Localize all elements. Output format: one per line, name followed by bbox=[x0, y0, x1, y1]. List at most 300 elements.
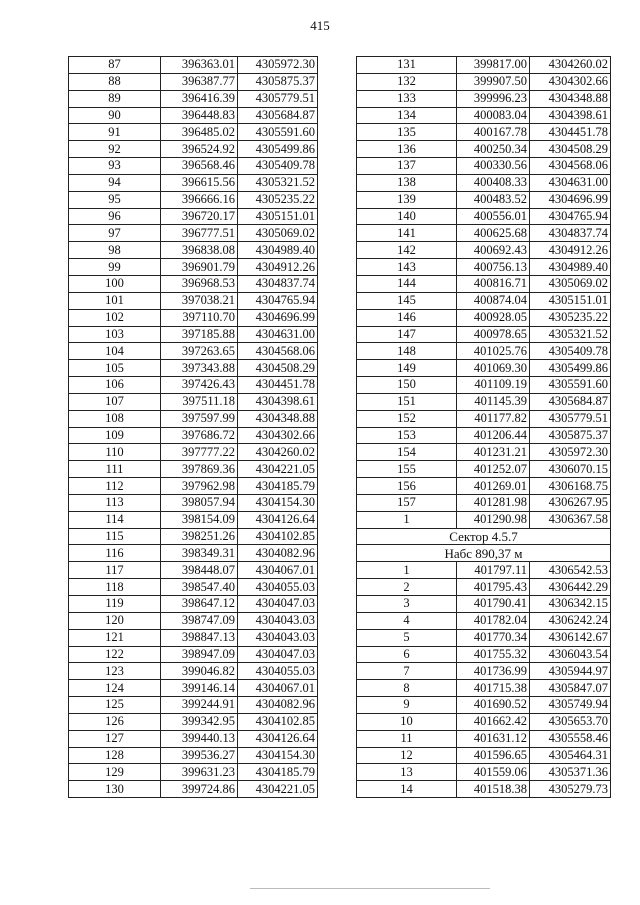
table-row bbox=[69, 191, 318, 208]
point-number: 107 bbox=[69, 393, 161, 410]
y-coordinate: 4304912.26 bbox=[238, 259, 318, 276]
y-coordinate: 4304047.03 bbox=[238, 596, 318, 613]
table-row bbox=[69, 410, 318, 427]
point-number: 113 bbox=[69, 494, 161, 511]
x-coordinate: 401715.38 bbox=[457, 680, 530, 697]
x-coordinate: 401290.98 bbox=[457, 511, 530, 528]
y-coordinate: 4305069.02 bbox=[530, 275, 611, 292]
x-coordinate: 400928.05 bbox=[457, 309, 530, 326]
table-row bbox=[357, 191, 611, 208]
y-coordinate: 4305409.78 bbox=[530, 343, 611, 360]
point-number: 146 bbox=[357, 309, 457, 326]
table-row bbox=[69, 646, 318, 663]
x-coordinate: 399907.50 bbox=[457, 73, 530, 90]
point-number: 92 bbox=[69, 141, 161, 158]
point-number: 112 bbox=[69, 478, 161, 495]
table-row bbox=[69, 73, 318, 90]
point-number: 126 bbox=[69, 713, 161, 730]
table-row bbox=[357, 730, 611, 747]
y-coordinate: 4304154.30 bbox=[238, 494, 318, 511]
table-row bbox=[357, 309, 611, 326]
bottom-divider bbox=[250, 888, 490, 889]
y-coordinate: 4304508.29 bbox=[530, 141, 611, 158]
y-coordinate: 4305972.30 bbox=[238, 57, 318, 74]
y-coordinate: 4304126.64 bbox=[238, 730, 318, 747]
point-number: 5 bbox=[357, 629, 457, 646]
y-coordinate: 4304047.03 bbox=[238, 646, 318, 663]
point-number: 147 bbox=[357, 326, 457, 343]
point-number: 9 bbox=[357, 697, 457, 714]
x-coordinate: 401736.99 bbox=[457, 663, 530, 680]
x-coordinate: 396901.79 bbox=[161, 259, 238, 276]
table-row bbox=[357, 579, 611, 596]
table-row bbox=[69, 90, 318, 107]
point-number: 117 bbox=[69, 562, 161, 579]
x-coordinate: 401782.04 bbox=[457, 612, 530, 629]
point-number: 1 bbox=[357, 511, 457, 528]
point-number: 145 bbox=[357, 292, 457, 309]
table-row bbox=[357, 410, 611, 427]
section-subtitle-row bbox=[357, 545, 611, 562]
x-coordinate: 396615.56 bbox=[161, 174, 238, 191]
table-row bbox=[357, 562, 611, 579]
table-row bbox=[69, 747, 318, 764]
y-coordinate: 4306267.95 bbox=[530, 494, 611, 511]
point-number: 137 bbox=[357, 158, 457, 175]
x-coordinate: 399146.14 bbox=[161, 680, 238, 697]
x-coordinate: 398547.40 bbox=[161, 579, 238, 596]
point-number: 142 bbox=[357, 242, 457, 259]
x-coordinate: 400874.04 bbox=[457, 292, 530, 309]
table-row bbox=[69, 141, 318, 158]
y-coordinate: 4304126.64 bbox=[238, 511, 318, 528]
x-coordinate: 397962.98 bbox=[161, 478, 238, 495]
point-number: 144 bbox=[357, 275, 457, 292]
point-number: 100 bbox=[69, 275, 161, 292]
y-coordinate: 4305279.73 bbox=[530, 781, 611, 798]
point-number: 156 bbox=[357, 478, 457, 495]
section-title-row bbox=[357, 528, 611, 545]
point-number: 99 bbox=[69, 259, 161, 276]
x-coordinate: 396720.17 bbox=[161, 208, 238, 225]
point-number: 4 bbox=[357, 612, 457, 629]
table-row bbox=[357, 596, 611, 613]
table-row bbox=[69, 528, 318, 545]
table-row bbox=[69, 612, 318, 629]
table-row bbox=[69, 444, 318, 461]
y-coordinate: 4305409.78 bbox=[238, 158, 318, 175]
table-row bbox=[69, 107, 318, 124]
x-coordinate: 401281.98 bbox=[457, 494, 530, 511]
x-coordinate: 396524.92 bbox=[161, 141, 238, 158]
point-number: 149 bbox=[357, 360, 457, 377]
point-number: 153 bbox=[357, 427, 457, 444]
y-coordinate: 4304154.30 bbox=[238, 747, 318, 764]
table-row bbox=[69, 259, 318, 276]
y-coordinate: 4305749.94 bbox=[530, 697, 611, 714]
y-coordinate: 4304302.66 bbox=[530, 73, 611, 90]
table-row bbox=[69, 764, 318, 781]
y-coordinate: 4304260.02 bbox=[238, 444, 318, 461]
y-coordinate: 4304348.88 bbox=[530, 90, 611, 107]
x-coordinate: 399724.86 bbox=[161, 781, 238, 798]
y-coordinate: 4305684.87 bbox=[238, 107, 318, 124]
point-number: 114 bbox=[69, 511, 161, 528]
point-number: 3 bbox=[357, 596, 457, 613]
y-coordinate: 4304055.03 bbox=[238, 663, 318, 680]
point-number: 148 bbox=[357, 343, 457, 360]
x-coordinate: 397110.70 bbox=[161, 309, 238, 326]
table-row bbox=[357, 158, 611, 175]
x-coordinate: 399996.23 bbox=[457, 90, 530, 107]
table-row bbox=[69, 494, 318, 511]
x-coordinate: 398251.26 bbox=[161, 528, 238, 545]
table-row bbox=[357, 360, 611, 377]
x-coordinate: 400816.71 bbox=[457, 275, 530, 292]
y-coordinate: 4305972.30 bbox=[530, 444, 611, 461]
x-coordinate: 396568.46 bbox=[161, 158, 238, 175]
x-coordinate: 398349.31 bbox=[161, 545, 238, 562]
x-coordinate: 401797.11 bbox=[457, 562, 530, 579]
point-number: 12 bbox=[357, 747, 457, 764]
point-number: 143 bbox=[357, 259, 457, 276]
y-coordinate: 4304696.99 bbox=[530, 191, 611, 208]
point-number: 94 bbox=[69, 174, 161, 191]
page-number: 415 bbox=[310, 18, 330, 33]
table-row bbox=[69, 292, 318, 309]
x-coordinate: 401662.42 bbox=[457, 713, 530, 730]
y-coordinate: 4305235.22 bbox=[238, 191, 318, 208]
point-number: 93 bbox=[69, 158, 161, 175]
x-coordinate: 396448.83 bbox=[161, 107, 238, 124]
y-coordinate: 4305371.36 bbox=[530, 764, 611, 781]
x-coordinate: 397038.21 bbox=[161, 292, 238, 309]
table-row bbox=[357, 461, 611, 478]
y-coordinate: 4304696.99 bbox=[238, 309, 318, 326]
point-number: 125 bbox=[69, 697, 161, 714]
x-coordinate: 400625.68 bbox=[457, 225, 530, 242]
y-coordinate: 4305779.51 bbox=[238, 90, 318, 107]
table-row bbox=[357, 494, 611, 511]
y-coordinate: 4304055.03 bbox=[238, 579, 318, 596]
x-coordinate: 400250.34 bbox=[457, 141, 530, 158]
table-row bbox=[69, 427, 318, 444]
point-number: 105 bbox=[69, 360, 161, 377]
x-coordinate: 400167.78 bbox=[457, 124, 530, 141]
y-coordinate: 4305499.86 bbox=[238, 141, 318, 158]
point-number: 152 bbox=[357, 410, 457, 427]
x-coordinate: 399046.82 bbox=[161, 663, 238, 680]
table-row bbox=[357, 124, 611, 141]
table-row bbox=[357, 747, 611, 764]
x-coordinate: 396666.16 bbox=[161, 191, 238, 208]
x-coordinate: 401559.06 bbox=[457, 764, 530, 781]
point-number: 8 bbox=[357, 680, 457, 697]
point-number: 115 bbox=[69, 528, 161, 545]
y-coordinate: 4306043.54 bbox=[530, 646, 611, 663]
table-row bbox=[69, 208, 318, 225]
point-number: 121 bbox=[69, 629, 161, 646]
point-number: 13 bbox=[357, 764, 457, 781]
table-row bbox=[357, 663, 611, 680]
x-coordinate: 398647.12 bbox=[161, 596, 238, 613]
point-number: 109 bbox=[69, 427, 161, 444]
point-number: 157 bbox=[357, 494, 457, 511]
point-number: 130 bbox=[69, 781, 161, 798]
point-number: 88 bbox=[69, 73, 161, 90]
table-row bbox=[69, 393, 318, 410]
point-number: 14 bbox=[357, 781, 457, 798]
y-coordinate: 4304631.00 bbox=[238, 326, 318, 343]
table-row bbox=[357, 57, 611, 74]
point-number: 120 bbox=[69, 612, 161, 629]
point-number: 129 bbox=[69, 764, 161, 781]
x-coordinate: 400083.04 bbox=[457, 107, 530, 124]
point-number: 96 bbox=[69, 208, 161, 225]
y-coordinate: 4304302.66 bbox=[238, 427, 318, 444]
y-coordinate: 4304067.01 bbox=[238, 680, 318, 697]
point-number: 108 bbox=[69, 410, 161, 427]
y-coordinate: 4304989.40 bbox=[238, 242, 318, 259]
y-coordinate: 4306070.15 bbox=[530, 461, 611, 478]
point-number: 111 bbox=[69, 461, 161, 478]
x-coordinate: 398947.09 bbox=[161, 646, 238, 663]
y-coordinate: 4304989.40 bbox=[530, 259, 611, 276]
y-coordinate: 4304765.94 bbox=[530, 208, 611, 225]
y-coordinate: 4305591.60 bbox=[238, 124, 318, 141]
point-number: 102 bbox=[69, 309, 161, 326]
y-coordinate: 4305875.37 bbox=[530, 427, 611, 444]
x-coordinate: 399342.95 bbox=[161, 713, 238, 730]
table-row bbox=[357, 781, 611, 798]
x-coordinate: 401269.01 bbox=[457, 478, 530, 495]
table-row bbox=[69, 478, 318, 495]
x-coordinate: 400756.13 bbox=[457, 259, 530, 276]
table-row bbox=[357, 511, 611, 528]
y-coordinate: 4304348.88 bbox=[238, 410, 318, 427]
table-row bbox=[69, 663, 318, 680]
y-coordinate: 4304398.61 bbox=[530, 107, 611, 124]
table-row bbox=[357, 680, 611, 697]
x-coordinate: 401795.43 bbox=[457, 579, 530, 596]
x-coordinate: 400330.56 bbox=[457, 158, 530, 175]
x-coordinate: 398448.07 bbox=[161, 562, 238, 579]
x-coordinate: 397511.18 bbox=[161, 393, 238, 410]
y-coordinate: 4305875.37 bbox=[238, 73, 318, 90]
point-number: 139 bbox=[357, 191, 457, 208]
y-coordinate: 4306367.58 bbox=[530, 511, 611, 528]
point-number: 11 bbox=[357, 730, 457, 747]
x-coordinate: 396363.01 bbox=[161, 57, 238, 74]
y-coordinate: 4304912.26 bbox=[530, 242, 611, 259]
table-row bbox=[69, 124, 318, 141]
point-number: 132 bbox=[357, 73, 457, 90]
x-coordinate: 396968.53 bbox=[161, 275, 238, 292]
table-row bbox=[69, 360, 318, 377]
table-row bbox=[69, 174, 318, 191]
x-coordinate: 401755.32 bbox=[457, 646, 530, 663]
table-row bbox=[69, 579, 318, 596]
table-row bbox=[357, 208, 611, 225]
x-coordinate: 401145.39 bbox=[457, 393, 530, 410]
y-coordinate: 4304568.06 bbox=[238, 343, 318, 360]
y-coordinate: 4305151.01 bbox=[238, 208, 318, 225]
point-number: 136 bbox=[357, 141, 457, 158]
section-title: Сектор 4.5.7 bbox=[357, 528, 611, 545]
table-row bbox=[357, 141, 611, 158]
table-row bbox=[69, 225, 318, 242]
table-row bbox=[69, 275, 318, 292]
y-coordinate: 4304102.85 bbox=[238, 528, 318, 545]
table-row bbox=[69, 713, 318, 730]
y-coordinate: 4305779.51 bbox=[530, 410, 611, 427]
table-row bbox=[69, 781, 318, 798]
table-row bbox=[357, 713, 611, 730]
y-coordinate: 4304067.01 bbox=[238, 562, 318, 579]
table-row bbox=[69, 697, 318, 714]
x-coordinate: 401109.19 bbox=[457, 377, 530, 394]
point-number: 154 bbox=[357, 444, 457, 461]
point-number: 138 bbox=[357, 174, 457, 191]
y-coordinate: 4306542.53 bbox=[530, 562, 611, 579]
point-number: 127 bbox=[69, 730, 161, 747]
point-number: 151 bbox=[357, 393, 457, 410]
table-row bbox=[69, 158, 318, 175]
point-number: 90 bbox=[69, 107, 161, 124]
y-coordinate: 4306142.67 bbox=[530, 629, 611, 646]
x-coordinate: 398747.09 bbox=[161, 612, 238, 629]
x-coordinate: 397343.88 bbox=[161, 360, 238, 377]
y-coordinate: 4305847.07 bbox=[530, 680, 611, 697]
y-coordinate: 4304837.74 bbox=[238, 275, 318, 292]
x-coordinate: 400692.43 bbox=[457, 242, 530, 259]
y-coordinate: 4304043.03 bbox=[238, 629, 318, 646]
x-coordinate: 400483.52 bbox=[457, 191, 530, 208]
table-row bbox=[357, 73, 611, 90]
point-number: 122 bbox=[69, 646, 161, 663]
point-number: 7 bbox=[357, 663, 457, 680]
point-number: 10 bbox=[357, 713, 457, 730]
x-coordinate: 399631.23 bbox=[161, 764, 238, 781]
y-coordinate: 4306242.24 bbox=[530, 612, 611, 629]
x-coordinate: 396485.02 bbox=[161, 124, 238, 141]
point-number: 131 bbox=[357, 57, 457, 74]
table-row bbox=[69, 629, 318, 646]
table-row bbox=[69, 309, 318, 326]
y-coordinate: 4305944.97 bbox=[530, 663, 611, 680]
table-row bbox=[357, 326, 611, 343]
table-row bbox=[357, 444, 611, 461]
x-coordinate: 401518.38 bbox=[457, 781, 530, 798]
y-coordinate: 4305499.86 bbox=[530, 360, 611, 377]
point-number: 110 bbox=[69, 444, 161, 461]
x-coordinate: 399817.00 bbox=[457, 57, 530, 74]
table-row bbox=[357, 292, 611, 309]
x-coordinate: 401025.76 bbox=[457, 343, 530, 360]
x-coordinate: 398154.09 bbox=[161, 511, 238, 528]
point-number: 91 bbox=[69, 124, 161, 141]
x-coordinate: 399536.27 bbox=[161, 747, 238, 764]
y-coordinate: 4305653.70 bbox=[530, 713, 611, 730]
coordinates-table-left bbox=[68, 56, 318, 798]
y-coordinate: 4304185.79 bbox=[238, 764, 318, 781]
x-coordinate: 399244.91 bbox=[161, 697, 238, 714]
point-number: 135 bbox=[357, 124, 457, 141]
y-coordinate: 4304221.05 bbox=[238, 781, 318, 798]
table-row bbox=[357, 764, 611, 781]
point-number: 6 bbox=[357, 646, 457, 663]
point-number: 2 bbox=[357, 579, 457, 596]
point-number: 1 bbox=[357, 562, 457, 579]
x-coordinate: 397777.22 bbox=[161, 444, 238, 461]
y-coordinate: 4304221.05 bbox=[238, 461, 318, 478]
y-coordinate: 4305069.02 bbox=[238, 225, 318, 242]
y-coordinate: 4306342.15 bbox=[530, 596, 611, 613]
y-coordinate: 4305558.46 bbox=[530, 730, 611, 747]
point-number: 134 bbox=[357, 107, 457, 124]
table-row bbox=[357, 612, 611, 629]
x-coordinate: 397426.43 bbox=[161, 377, 238, 394]
x-coordinate: 399440.13 bbox=[161, 730, 238, 747]
table-row bbox=[357, 478, 611, 495]
x-coordinate: 398057.94 bbox=[161, 494, 238, 511]
table-row bbox=[69, 242, 318, 259]
y-coordinate: 4305464.31 bbox=[530, 747, 611, 764]
section-subtitle: Набс 890,37 м bbox=[357, 545, 611, 562]
table-row bbox=[357, 275, 611, 292]
table-row bbox=[357, 107, 611, 124]
x-coordinate: 401690.52 bbox=[457, 697, 530, 714]
x-coordinate: 401069.30 bbox=[457, 360, 530, 377]
point-number: 101 bbox=[69, 292, 161, 309]
x-coordinate: 396777.51 bbox=[161, 225, 238, 242]
table-row bbox=[357, 629, 611, 646]
x-coordinate: 401790.41 bbox=[457, 596, 530, 613]
y-coordinate: 4304260.02 bbox=[530, 57, 611, 74]
y-coordinate: 4304082.96 bbox=[238, 545, 318, 562]
x-coordinate: 397263.65 bbox=[161, 343, 238, 360]
y-coordinate: 4304451.78 bbox=[238, 377, 318, 394]
table-row bbox=[357, 646, 611, 663]
point-number: 116 bbox=[69, 545, 161, 562]
x-coordinate: 401770.34 bbox=[457, 629, 530, 646]
table-row bbox=[69, 461, 318, 478]
x-coordinate: 401252.07 bbox=[457, 461, 530, 478]
y-coordinate: 4304765.94 bbox=[238, 292, 318, 309]
table-row bbox=[357, 225, 611, 242]
table-row bbox=[69, 377, 318, 394]
coordinates-table-right bbox=[356, 56, 611, 798]
table-row bbox=[69, 545, 318, 562]
y-coordinate: 4305151.01 bbox=[530, 292, 611, 309]
point-number: 140 bbox=[357, 208, 457, 225]
table-row bbox=[357, 377, 611, 394]
table-row bbox=[357, 697, 611, 714]
y-coordinate: 4305235.22 bbox=[530, 309, 611, 326]
table-row bbox=[69, 343, 318, 360]
x-coordinate: 397869.36 bbox=[161, 461, 238, 478]
table-row bbox=[357, 242, 611, 259]
point-number: 87 bbox=[69, 57, 161, 74]
point-number: 155 bbox=[357, 461, 457, 478]
x-coordinate: 396416.39 bbox=[161, 90, 238, 107]
table-row bbox=[357, 90, 611, 107]
point-number: 123 bbox=[69, 663, 161, 680]
x-coordinate: 397185.88 bbox=[161, 326, 238, 343]
table-row bbox=[357, 427, 611, 444]
y-coordinate: 4304082.96 bbox=[238, 697, 318, 714]
table-row bbox=[69, 596, 318, 613]
